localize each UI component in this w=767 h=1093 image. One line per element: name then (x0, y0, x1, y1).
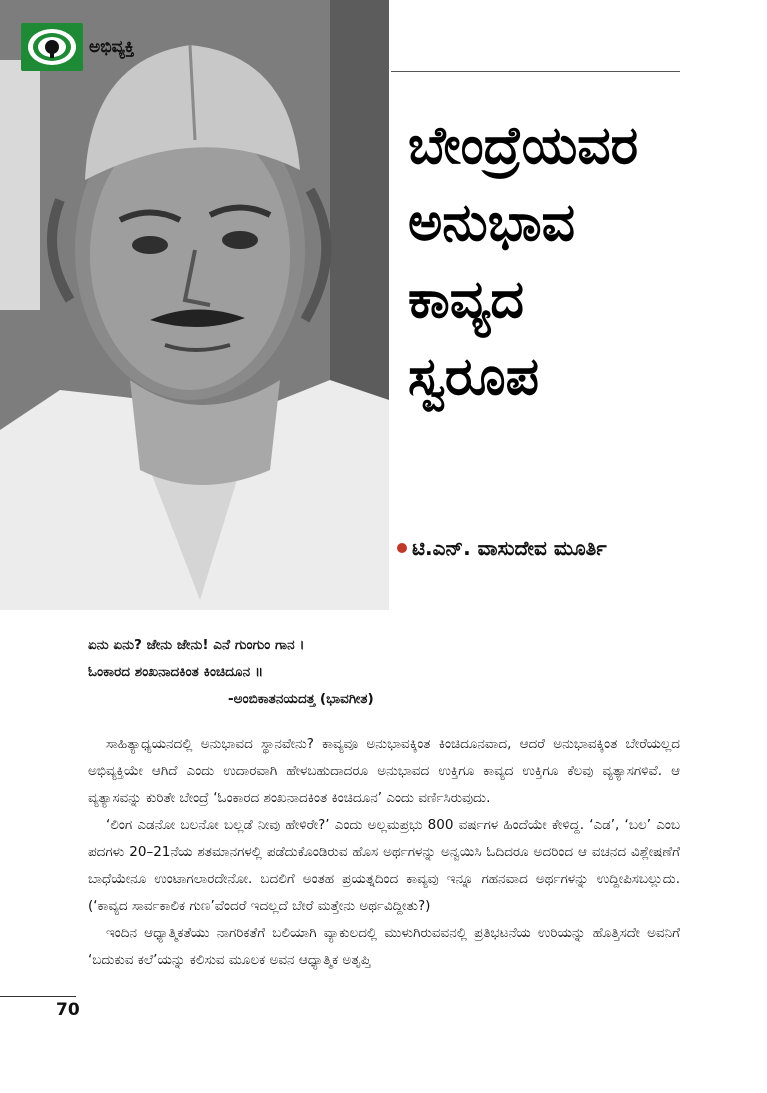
author-byline (397, 536, 607, 560)
title-line: ಕಾವ್ಯದ (408, 270, 524, 330)
paragraph: ‘ಲಿಂಗ ಎಡನೋ ಬಲನೋ ಬಲ್ಲಡೆ ನೀವು ಹೇಳಿರೇ?’ ಎಂದು ಅಲ್ಲಮಪ್ರಭು 800 ವರ್ಷಗಳ ಹಿಂದೆಯೇ ಕೇಳಿದ್ದ. ‘ಎಡ’, ‘ಬಲ’ ಎಂಬ ಪದಗಳು 20–21ನೆಯ ಶತಮಾನಗಳಲ್ಲಿ ಪಡೆದುಕೊಂಡಿರುವ ಹೊಸ ಅರ್ಥಗಳನ್ನು ಅನ್ವಯಿಸಿ ಓದಿದರೂ ಅದರಿಂದ ಆ ವಚನದ ವಿಶ್ಲೇಷಣೆಗೆ ಬಾಧೆಯೇನೂ ಉಂಟಾಗಲಾರದೇನೋ. ಬದಲಿಗೆ ಅಂತಹ ಪ್ರಯತ್ನದಿಂದ ಕಾವ್ಯವು ಇನ್ನೂ ಗಹನವಾದ ಅರ್ಥಗಳನ್ನು ಉದ್ದೀಪಿಸಬಲ್ಲುದು. (‘ಕಾವ್ಯದ ಸಾರ್ವಕಾಲಿಕ ಗುಣ’ವೆಂದರೆ ಇದಲ್ಲದೆ ಬೇರೆ ಮತ್ತೇನು ಅರ್ಥವಿದ್ದೀತು?) (88, 817, 680, 914)
paragraph: ಇಂದಿನ ಆಧ್ಯಾತ್ಮಿಕತೆಯು ನಾಗರಿಕತೆಗೆ ಬಲಿಯಾಗಿ ವ್ಯಾಕುಲದಲ್ಲಿ ಮುಳುಗಿರುವವನಲ್ಲಿ ಪ್ರತಿಭಟನೆಯ ಉರಿಯನ್ನು ಹೊತ್ತಿಸದೇ ಅವನಿಗೆ ‘ಬದುಕುವ ಕಲೆ’ಯನ್ನು ಕಲಿಸುವ ಮೂಲಕ ಅವನ ಆಧ್ಯಾತ್ಮಿಕ ಅತೃಪ್ತಿ (88, 925, 680, 968)
page-number: 70 (56, 1000, 80, 1020)
portrait-illustration (0, 0, 389, 610)
title-line: ಸ್ವರೂಪ (408, 347, 539, 407)
bullet-icon (397, 543, 407, 553)
epigraph-line: ಏನು ಏನು? ಜೇನು ಜೇನು! ಎನೆ ಗುಂಗುಂ ಗಾನ । (88, 637, 305, 653)
epigraph-line: ಓಂಕಾರದ ಶಂಖನಾದಕಿಂತ ಕಿಂಚಿದೂನ ॥ (88, 664, 264, 680)
magazine-section-logo (21, 23, 134, 71)
title-line: ಅನುಭಾವ (408, 193, 575, 253)
article-body (88, 731, 680, 974)
section-label: ಅಭಿವ್ಯಕ್ತಿ (89, 37, 135, 57)
title-line: ಬೇಂದ್ರೆಯವರ (408, 116, 639, 176)
paragraph: ಸಾಹಿತ್ಯಾಧ್ಯಯನದಲ್ಲಿ ಅನುಭಾವದ ಸ್ಥಾನವೇನು? ಕಾವ್ಯವೂ ಅನುಭಾವಕ್ಕಿಂತ ಕಿಂಚಿದೂನವಾದ, ಆದರೆ ಅನುಭಾವಕ್ಕಿಂತ ಬೇರೆಯಲ್ಲದ ಅಭಿವ್ಯಕ್ತಿಯೇ ಆಗಿದೆ ಎಂದು ಉದಾರವಾಗಿ ಹೇಳಬಹುದಾದರೂ ಅನುಭಾವದ ಉಕ್ತಿಗೂ ಕಾವ್ಯದ ಉಕ್ತಿಗೂ ಕೆಲವು ವ್ಯತ್ಯಾಸಗಳಿವೆ. ಆ ವ್ಯತ್ಯಾಸವನ್ನು ಕುರಿತೇ ಬೇಂದ್ರೆ ‘ಓಂಕಾರದ ಶಂಖನಾದಕಿಂತ ಕಿಂಚಿದೂನ’ ಎಂದು ವರ್ಣಿಸಿರುವುದು. (88, 736, 680, 806)
author-portrait-photo (0, 0, 389, 610)
header-rule (391, 71, 680, 72)
logo-mark-icon (21, 23, 83, 71)
epigraph-attribution: -ಅಂಬಿಕಾತನಯದತ್ತ (ಭಾವಗೀತ) (228, 691, 374, 707)
article-title (408, 108, 738, 416)
author-name: ಟಿ.ಎನ್. ವಾಸುದೇವ ಮೂರ್ತಿ (412, 536, 607, 560)
footer-rule (0, 996, 76, 997)
epigraph (88, 632, 374, 713)
